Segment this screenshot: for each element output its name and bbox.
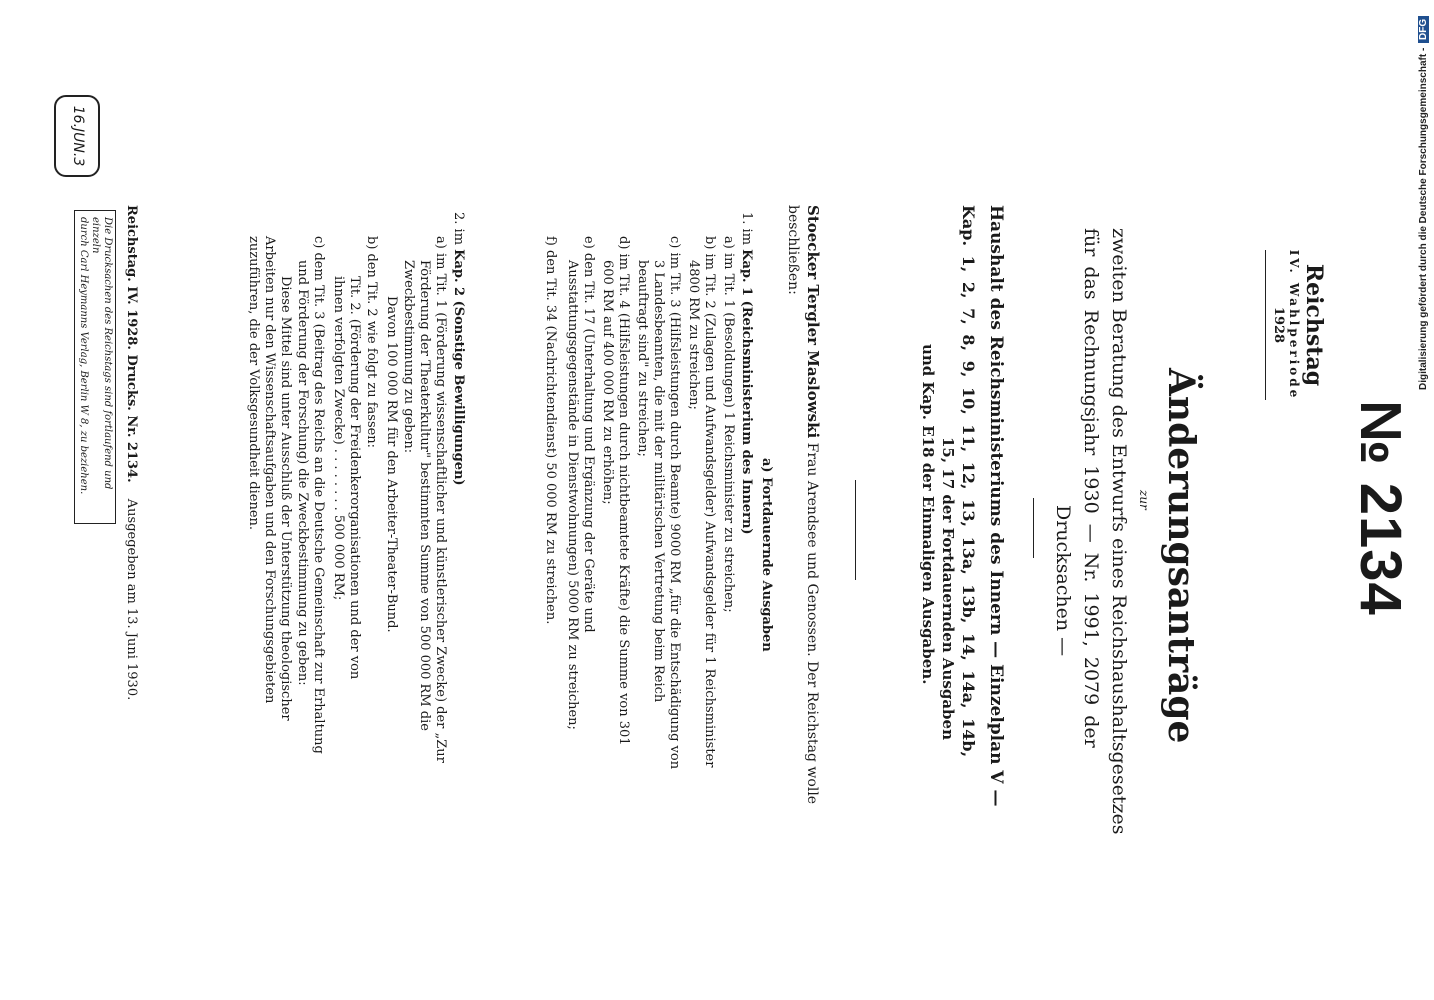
separator-rule-1: [1033, 498, 1034, 558]
authors-names: Stoecker Tergler Maslowski: [804, 205, 822, 439]
header-body: Reichstag: [1301, 263, 1327, 387]
receipt-stamp: [54, 95, 100, 177]
item-2: [245, 212, 466, 772]
item-1-a: a) im Tit. 1 (Besoldungen) 1 Reichsminister zu streichen;: [721, 236, 736, 613]
header-period: IV. Wahlperiode: [1287, 249, 1301, 401]
kap-line-2: 15, 17 der Fortdauernden Ausgaben: [939, 437, 957, 740]
header-rule: [1265, 250, 1266, 400]
haushalt-line: Haushalt des Reichsministeriums des Innern — Einzelplan V —: [986, 205, 1006, 807]
item-1: [542, 212, 754, 772]
dfg-logo: DFG: [1418, 16, 1429, 43]
item-1-d: d) im Tit. 4 (Hilfsleistungen durch nichtbeamtete Kräfte) die Summe von 301 600 RM auf 400 000 RM zu erhöhen;: [600, 236, 631, 746]
stamp-text: 16.JUN.3: [70, 105, 86, 167]
item-2-prefix: 2. im: [451, 212, 466, 250]
item-2-c: c) dem Tit. 3 (Beitrag des Reichs an die Deutsche Gemeinschaft zur Erhaltung und Förderung der Forschung) die Zweckbestimmung zu geben:: [295, 236, 326, 754]
header-year: 1928: [1271, 306, 1286, 344]
item-2-heading: [450, 212, 466, 772]
authors-rest: Frau Arendsee und Genossen. Der Reichstag wolle beschließen:: [785, 205, 820, 805]
intro-line-1: zweiten Beratung des Entwurfs eines Reichshaushaltsgesetzes: [1108, 228, 1130, 835]
footer-date: Ausgegeben am 13. Juni 1930.: [124, 498, 139, 701]
footer-ref: Reichstag. IV. 1928. Drucks. Nr. 2134.: [124, 205, 139, 483]
item-2-b-text: Tit. 2. (Förderung der Freidenkerorganisationen und der von ihnen verfolgten Zwecke) . . . . . . . . 500 000 RM;: [331, 276, 362, 680]
intro-line-3: Drucksachen —: [1052, 505, 1074, 657]
item-1-heading: [738, 212, 754, 772]
footer-box: [74, 210, 116, 524]
document-number: № 2134: [1348, 400, 1413, 616]
item-2-kap: Kap. 2 (Sonstige Bewilligungen): [451, 249, 466, 486]
item-1-c: c) im Tit. 3 (Hilfsleistungen durch Beamte) 9000 RM „für die Entschädigung von 3 Landesbeamten, die mit der militärischen Vertretung beim Reich beauftragt sind" zu streichen;: [635, 236, 682, 770]
item-1-b: b) im Tit. 2 (Zulagen und Aufwandsgelder) Aufwandsgelder für 1 Reichsminister 4800 RM zu streichen;: [686, 236, 717, 768]
separator-rule-2: [855, 480, 856, 580]
kap-line-1: Kap. 1, 2, 7, 8, 9, 10, 11, 12, 13, 13a, 13b, 14, 14a, 14b,: [959, 205, 978, 758]
item-1-e: e) den Tit. 17 (Unterhaltung und Ergänzung der Geräte und Ausstattungsgegenstände in Dienstwohnungen) 5000 RM zu streichen;: [565, 236, 596, 730]
item-1-prefix: 1. im: [739, 212, 754, 250]
footer-box-line-1: Die Drucksachen des Reichstags sind fortlaufend und einzeln: [90, 217, 113, 490]
footer-reference: [124, 205, 139, 700]
item-1-kap: Kap. 1 (Reichsministerium des Innern): [739, 249, 754, 535]
reichstag-header: [1265, 240, 1326, 410]
kap-line-3: und Kap. E18 der Einmaligen Ausgaben.: [919, 344, 937, 685]
document-title: Änderungsanträge: [1160, 368, 1202, 744]
item-2-a-davon: Davon 100 000 RM für den Arbeiter-Theater-Bund.: [384, 296, 399, 633]
item-2-c-text: Diese Mittel sind unter Ausschluß der Unterstützung theologischer Arbeiten nur den Wissenschaftsaufgaben und den Forschungsgebieten zuzuführen, die der Volksgesundheit dienen.: [246, 236, 293, 721]
item-2-a: a) im Tit. 1 (Förderung wissenschaftlicher und künstlerischer Zwecke) der „Zur Förderung der Theaterkultur" bestimmten Summe von 500 000 RM die Zweckbestimmung zu geben:: [401, 236, 448, 763]
item-1-f: f) den Tit. 34 (Nachrichtendienst) 50 000 RM zu streichen.: [543, 236, 558, 625]
intro-line-2: für das Rechnungsjahr 1930 — Nr. 1991, 2079 der: [1080, 228, 1102, 748]
authors-paragraph: [783, 205, 822, 825]
item-2-b: b) den Tit. 2 wie folgt zu fassen:: [364, 236, 379, 449]
title-zur: zur: [1137, 490, 1151, 510]
side-note-text: Digitalisierung gefördert durch die Deutsche Forschungsgemeinschaft -: [1418, 47, 1429, 390]
footer-box-line-2: durch Carl Heymanns Verlag, Berlin W 8, zu beziehen.: [78, 217, 89, 495]
section-heading: a) Fortdauernde Ausgaben: [759, 458, 774, 652]
